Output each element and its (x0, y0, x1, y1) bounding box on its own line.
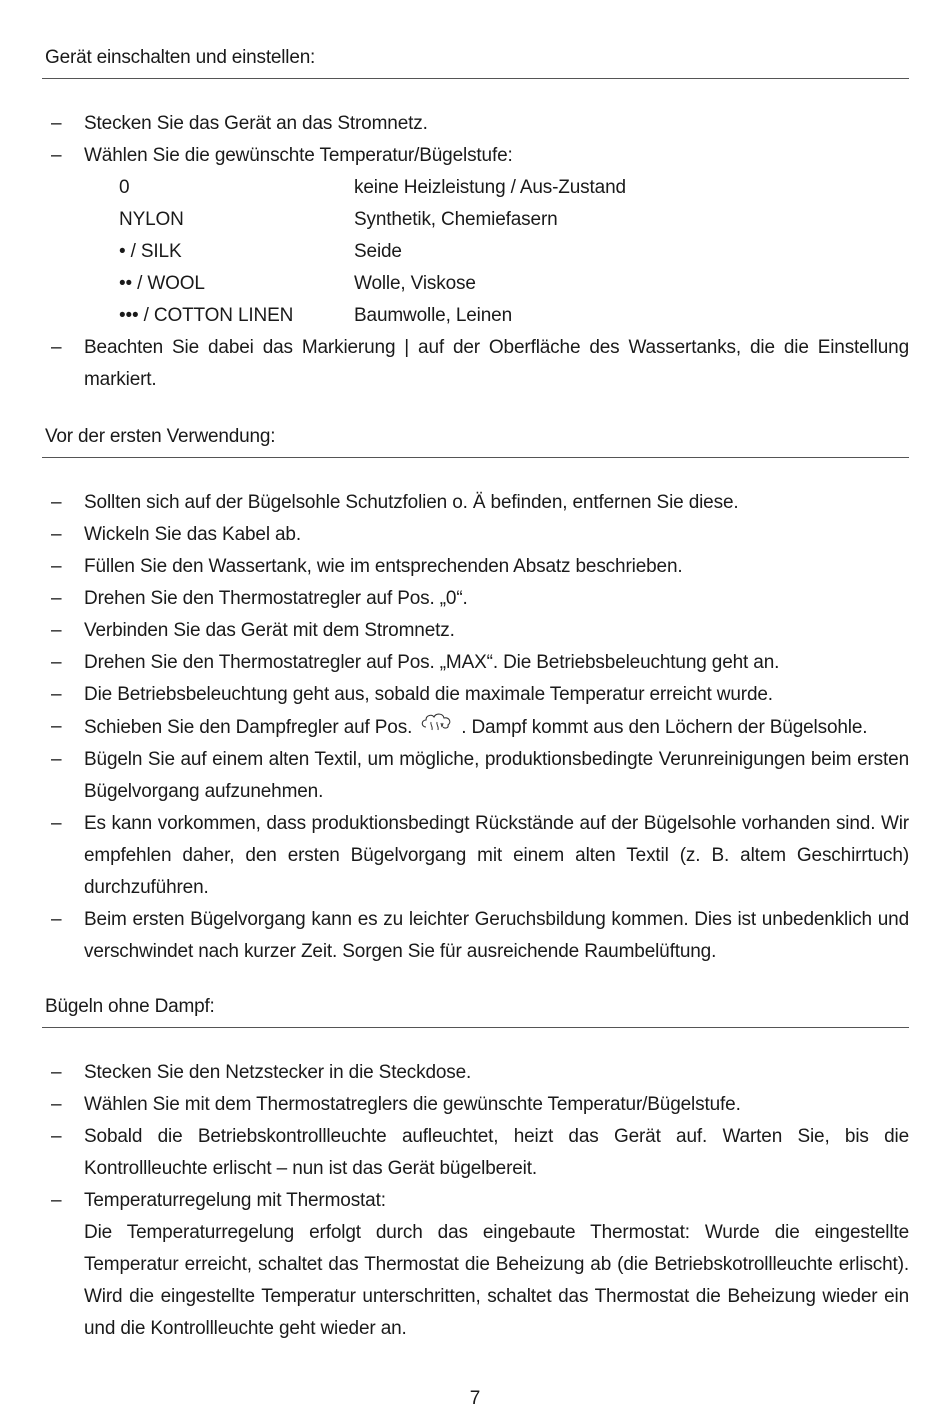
setting-row (42, 236, 909, 268)
list-item: – Drehen Sie den Thermostatregler auf Pos. „MAX“. Die Betriebsbeleuchtung geht an. (42, 647, 909, 679)
dash-bullet: – (51, 620, 62, 641)
dash-bullet: – (51, 716, 62, 737)
setting-key: • / SILK (119, 241, 182, 262)
dash-bullet: – (51, 749, 62, 770)
setting-key: •• / WOOL (119, 273, 205, 294)
instruction-list (42, 487, 909, 968)
dash-bullet: – (51, 145, 62, 166)
setting-desc: Wolle, Viskose (354, 273, 476, 294)
list-item: – Stecken Sie das Gerät an das Stromnetz. (42, 108, 909, 140)
list-item: – Sobald die Betriebskontrollleuchte aufleuchtet, heizt das Gerät auf. Warten Sie, bis die Kontrollleuchte erlischt – nun ist das Gerät bügelbereit. (42, 1121, 909, 1185)
setting-desc: Baumwolle, Leinen (354, 305, 512, 326)
list-item: – Die Betriebsbeleuchtung geht aus, sobald die maximale Temperatur erreicht wurde. (42, 679, 909, 711)
instruction-list (42, 332, 909, 396)
setting-row (42, 268, 909, 300)
section-first-use (42, 424, 909, 968)
dash-bullet: – (51, 909, 62, 930)
setting-desc: keine Heizleistung / Aus-Zustand (354, 177, 626, 198)
setting-desc: Seide (354, 241, 402, 262)
instruction-list (42, 1057, 909, 1345)
setting-desc: Synthetik, Chemiefasern (354, 209, 558, 230)
dash-bullet: – (51, 337, 62, 358)
dash-bullet: – (51, 1062, 62, 1083)
dash-bullet: – (51, 492, 62, 513)
setting-key: ••• / COTTON LINEN (119, 305, 294, 326)
paragraph: Die Temperaturregelung erfolgt durch das eingebaute Thermostat: Wurde die eingestellte Temperatur erreicht, schaltet das Thermostat die Beheizung ab (die Betriebskotrollleuchte erlischt). Wird die eingestellte Temperatur unterschritten, schaltet das Thermostat die Beheizung wieder ein und die Kontrollleuchte geht wieder an. (84, 1222, 909, 1339)
dash-bullet: – (51, 113, 62, 134)
section-switch-on (42, 45, 909, 396)
setting-row (42, 172, 909, 204)
steam-cloud-icon (418, 711, 458, 735)
dash-bullet: – (51, 652, 62, 673)
list-item: – Wählen Sie die gewünschte Temperatur/Bügelstufe: (42, 140, 909, 172)
list-item-thermostat (42, 1185, 909, 1345)
section-ironing-without-steam (42, 994, 909, 1345)
page-number: 7 (469, 1388, 481, 1409)
dash-bullet: – (51, 1126, 62, 1147)
list-item: – Wickeln Sie das Kabel ab. (42, 519, 909, 551)
list-item: – Bügeln Sie auf einem alten Textil, um mögliche, produktionsbedingte Verunreinigungen beim ersten Bügelvorgang aufzunehmen. (42, 744, 909, 808)
list-item: – Stecken Sie den Netzstecker in die Steckdose. (42, 1057, 909, 1089)
dash-bullet: – (51, 684, 62, 705)
section-heading: Gerät einschalten und einstellen: (42, 45, 909, 79)
dash-bullet: – (51, 524, 62, 545)
dash-bullet: – (51, 813, 62, 834)
dash-bullet: – (51, 1094, 62, 1115)
dash-bullet: – (51, 588, 62, 609)
list-item: – Beachten Sie dabei das Markierung | auf der Oberfläche des Wassertanks, die die Einstellung markiert. (42, 332, 909, 396)
list-item: – Verbinden Sie das Gerät mit dem Stromnetz. (42, 615, 909, 647)
list-item: – Es kann vorkommen, dass produktionsbedingt Rückstände auf der Bügelsohle vorhanden sind. Wir empfehlen daher, den ersten Bügelvorgang mit einem alten Textil (z. B. altem Geschirrtuch) durchzuführen. (42, 808, 909, 904)
instruction-list (42, 108, 909, 172)
setting-row (42, 300, 909, 332)
list-item: – Füllen Sie den Wassertank, wie im entsprechenden Absatz beschrieben. (42, 551, 909, 583)
list-item: – Drehen Sie den Thermostatregler auf Pos. „0“. (42, 583, 909, 615)
list-item: – Wählen Sie mit dem Thermostatreglers die gewünschte Temperatur/Bügelstufe. (42, 1089, 909, 1121)
section-heading: Vor der ersten Verwendung: (42, 424, 909, 458)
dash-bullet: – (51, 1190, 62, 1211)
subheading: Temperaturregelung mit Thermostat: (84, 1190, 386, 1211)
setting-row (42, 204, 909, 236)
list-item: – Sollten sich auf der Bügelsohle Schutzfolien o. Ä befinden, entfernen Sie diese. (42, 487, 909, 519)
list-item: – Beim ersten Bügelvorgang kann es zu leichter Geruchsbildung kommen. Dies ist unbedenklich und verschwindet nach kurzer Zeit. Sorgen Sie für ausreichende Raumbelüftung. (42, 904, 909, 968)
dash-bullet: – (51, 556, 62, 577)
section-heading: Bügeln ohne Dampf: (42, 994, 909, 1028)
setting-key: NYLON (119, 209, 184, 230)
list-item-steam: – Schieben Sie den Dampfregler auf Pos. . Dampf kommt aus den Löchern der Bügelsohle. (42, 711, 909, 744)
setting-key: 0 (119, 177, 130, 198)
temperature-settings-table (42, 172, 909, 332)
